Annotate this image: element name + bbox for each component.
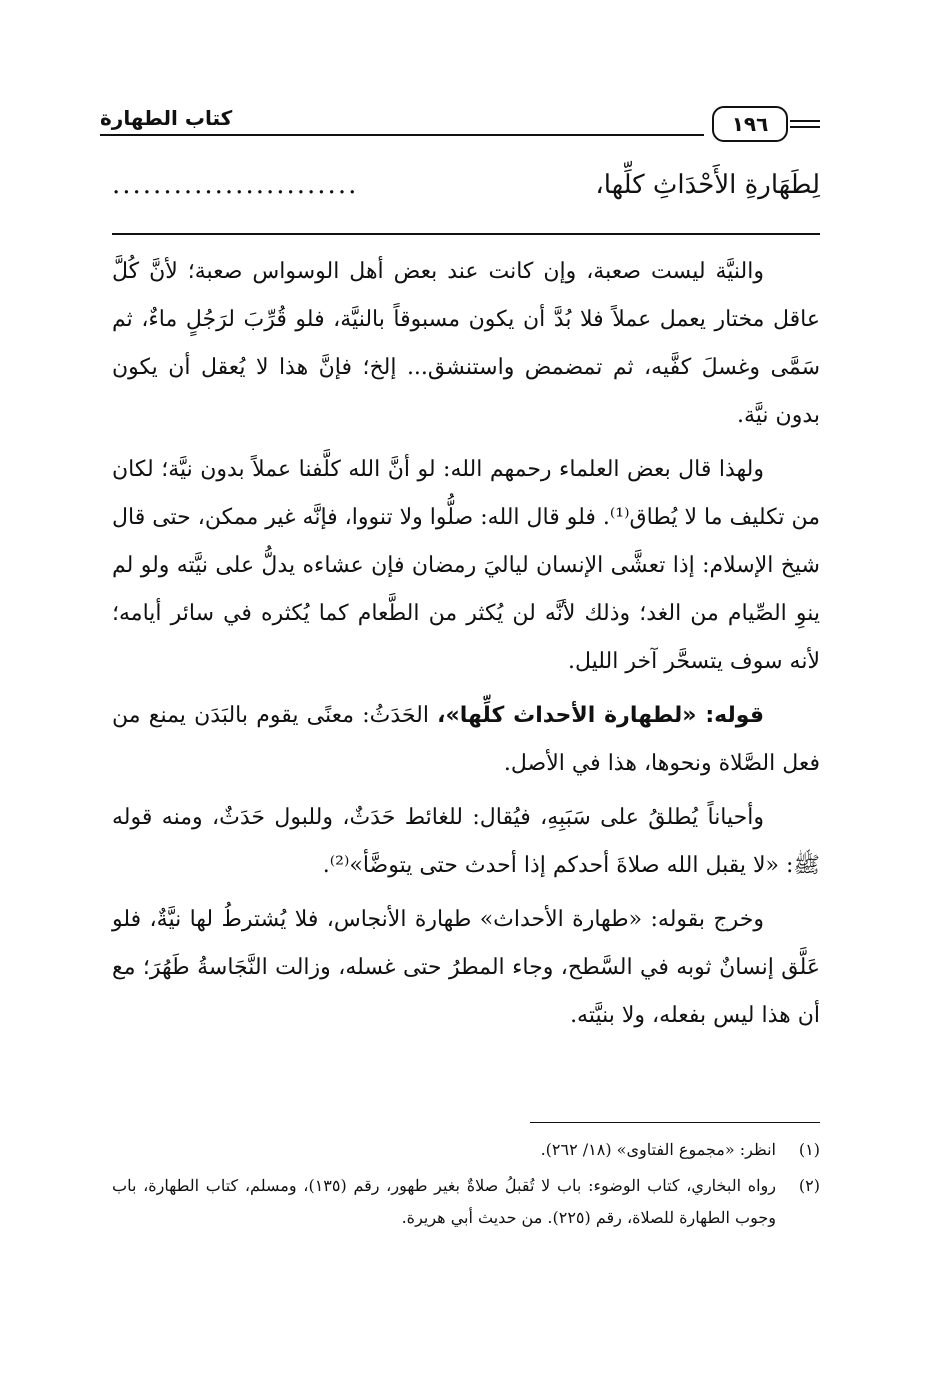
- page-header: [100, 100, 820, 148]
- paragraph: ولهذا قال بعض العلماء رحمهم الله: لو أنَّ الله كلَّفنا عملاً بدون نيَّة؛ لكان من تكليف ما لا يُطاق⁽¹⁾. فلو قال الله: صلُّوا ولا تنووا، فإنَّه غير ممكن، حتى قال شيخ الإسلام: إذا تعشَّى الإنسان لياليَ رمضان فإن عشاءه يدلُّ على نيَّته ولو لم ينوِ الصِّيام من الغد؛ وذلك لأنَّه لن يُكثر من الطَّعام كما يُكثره في سائر أيامه؛ لأنه سوف يتسحَّر آخر الليل.: [112, 457, 820, 674]
- footnote: [112, 1170, 820, 1234]
- paragraph: والنيَّة ليست صعبة، وإن كانت عند بعض أهل الوسواس صعبة؛ لأنَّ كُلَّ عاقل مختار يعمل عملاً فلا بُدَّ أن يكون مسبوقاً بالنيَّة، فلو قُرِّبَ لرَجُلٍ ماءٌ، ثم سَمَّى وغسلَ كفَّيه، ثم تمضمض واستنشق... إلخ؛ فإنَّ هذا لا يُعقل أن يكون بدون نيَّة.: [112, 259, 820, 428]
- footnotes: [112, 1134, 820, 1238]
- paragraph: وخرج بقوله: «طهارة الأحداث» طهارة الأنجاس، فلا يُشترطُ لها نيَّةٌ، فلو عَلَّق إنسانٌ ثوبه في السَّطح، وجاء المطرُ حتى غسله، وزالت النَّجَاسةُ طَهُرَ؛ مع أن هذا ليس بفعله، ولا بنيَّته.: [112, 907, 820, 1028]
- footnote-number: (١): [798, 1140, 820, 1159]
- matn-separator: [112, 233, 820, 235]
- header-ornament-lines: [790, 120, 820, 132]
- footnote-text: رواه البخاري، كتاب الوضوء: باب لا تُقبلُ صلاةٌ بغير طهور، رقم (١٣٥)، ومسلم، كتاب الطهارة، باب وجوب الطهارة للصلاة، رقم (٢٢٥). من حديث أبي هريرة.: [112, 1176, 777, 1227]
- matn-text: لِطَهَارةِ الأَحْدَاثِ كلِّها،: [595, 170, 820, 200]
- footnote-number: (٢): [798, 1176, 820, 1195]
- matn-line: [112, 165, 820, 205]
- header-rule: [100, 134, 704, 136]
- footnote-text: انظر: «مجموع الفتاوى» (١٨/ ٢٦٢).: [540, 1140, 776, 1159]
- footnote-separator: [530, 1122, 820, 1123]
- page-number: ١٩٦: [712, 106, 788, 142]
- footnote: [112, 1134, 820, 1166]
- paragraph: [112, 692, 820, 788]
- qawluh-heading: قوله: «لطهارة الأحداث كلِّها»،: [437, 703, 764, 728]
- commentary-body: [112, 248, 820, 1046]
- paragraph: وأحياناً يُطلقُ على سَبَبِهِ، فيُقال: للغائط حَدَثٌ، وللبول حَدَثٌ، ومنه قوله ﷺ: «لا يقبل الله صلاةَ أحدكم إذا أحدث حتى يتوضَّأ»⁽²⁾.: [112, 805, 820, 878]
- qawluh-text: الحَدَثُ: معنًى يقوم بالبَدَن يمنع من فعل الصَّلاة ونحوها، هذا في الأصل.: [112, 703, 820, 776]
- matn-dots: ........................: [112, 170, 359, 200]
- running-title: كتاب الطهارة: [100, 106, 233, 130]
